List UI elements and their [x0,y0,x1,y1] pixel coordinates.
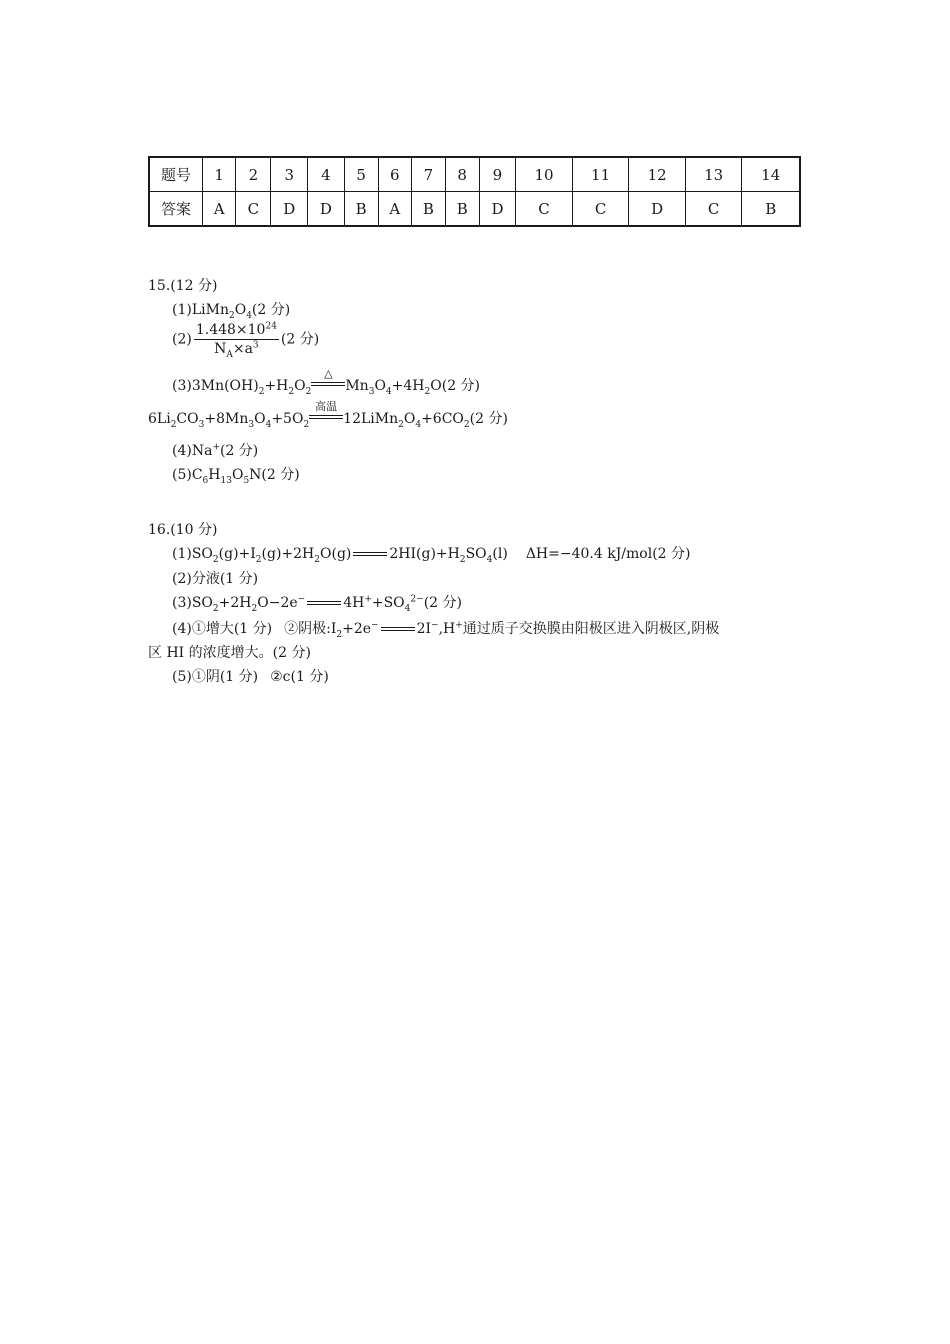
text: +5O [271,411,304,427]
text: (1)LiMn [172,302,229,318]
question-number-cell: 11 [572,157,629,192]
equals-bar [309,415,343,419]
superscript: − [297,594,306,605]
q15-answer-3b [148,400,508,430]
text: (g)+I [218,546,256,562]
text: O [374,378,386,394]
text: O [403,411,416,427]
subscript: 2 [258,386,265,397]
text: ,H [438,621,456,637]
question-number-cell: 12 [629,157,686,192]
text: (3)SO [172,595,213,611]
subscript: 6 [202,475,209,486]
subscript: 3 [198,419,205,430]
text: +H [264,378,289,394]
subscript: A [226,349,233,360]
text: (5)C [172,467,203,483]
question-number-cell: 8 [445,157,479,192]
text: O [254,411,266,427]
subscript: 4 [246,310,252,321]
text: (5)①阴(1 分) [172,669,259,685]
subscript: 2 [255,554,262,565]
subscript: 2 [212,554,219,565]
text: H [208,467,221,483]
answer-cell: D [629,192,686,227]
reaction-condition [309,400,343,423]
text: O [231,467,244,483]
fraction [194,321,279,360]
q16-answer-4 [172,618,719,638]
answer-cell: B [445,192,479,227]
answer-cell: D [479,192,516,227]
answer-row [149,192,800,227]
subscript: 4 [415,419,422,430]
text: (2 分) [423,595,462,611]
answer-cell: A [203,192,236,227]
subscript: 2 [228,310,235,321]
subscript: 13 [220,475,232,486]
question-number-cell: 1 [203,157,236,192]
question-number-label: 题号 [149,157,203,192]
answer-cell: B [411,192,445,227]
subscript: 2 [288,386,295,397]
subscript: 2 [303,419,310,430]
q16-answer-5 [172,666,329,686]
text: 4H [343,595,365,611]
text: (4)Na [172,443,213,459]
text: CO [176,411,199,427]
equals-bar [307,601,341,605]
subscript: 2 [398,419,404,430]
text: (3)3Mn(OH) [172,378,259,394]
equals-bar [381,627,415,631]
text: 通过质子交换膜由阳极区进入阴极区,阴极 [462,621,720,637]
superscript: + [455,620,463,631]
q16-answer-3 [172,592,462,612]
q16-answer-1 [172,543,691,563]
subscript: 2 [305,386,312,397]
text: +2e [342,621,372,637]
q16-title: 16.(10 分) [148,522,218,538]
superscript: + [212,442,220,453]
heat-symbol: △ [324,367,333,380]
text: (1)SO [172,546,213,562]
text: (l) [492,546,508,562]
subscript: 4 [486,554,493,565]
text: (4)①增大(1 分) [172,621,273,637]
superscript: 24 [265,321,277,332]
text: 1.448×10 [195,322,266,338]
superscript: − [431,620,439,631]
answer-cell: C [236,192,271,227]
q15-answer-1 [172,299,290,319]
condition-text: 高温 [315,400,338,413]
text: 12LiMn [343,411,399,427]
question-number-cell: 6 [378,157,411,192]
text: +4H [391,378,425,394]
text: +SO [371,595,405,611]
superscript: + [364,594,372,605]
answer-cell: D [271,192,308,227]
text: O(g) [320,546,352,562]
superscript: − [371,620,379,631]
text: 2HI(g)+H [389,546,460,562]
question-number-cell: 2 [236,157,271,192]
text: (2 分) [251,302,291,318]
subscript: 4 [385,386,392,397]
answer-cell: C [516,192,573,227]
q16-answer-4-cont: 区 HI 的浓度增大。(2 分) [148,645,311,661]
text: O−2e [257,595,298,611]
text: 2I [416,621,432,637]
subscript: 5 [243,475,250,486]
denominator [194,340,279,360]
answer-cell: C [685,192,742,227]
q15-title: 15.(12 分) [148,278,218,294]
text: 6Li [148,411,171,427]
question-number-cell: 3 [271,157,308,192]
subscript: 2 [251,603,258,614]
answer-table [148,156,801,227]
text: (2) [172,331,192,348]
answer-cell: B [742,192,800,227]
text: O [234,302,247,318]
superscript: 3 [252,340,259,351]
q15-answer-5 [172,464,300,484]
subscript: 4 [265,419,272,430]
text: N [214,341,227,357]
text: ②c(1 分) [270,669,329,685]
answer-label: 答案 [149,192,203,227]
question-number-cell: 14 [742,157,800,192]
answer-cell: C [572,192,629,227]
reaction-condition [311,367,345,390]
question-number-cell: 13 [685,157,742,192]
answer-cell: B [344,192,378,227]
numerator [194,322,279,340]
superscript: 2− [410,594,424,605]
subscript: 2 [424,386,431,397]
question-number-cell: 4 [308,157,345,192]
text: O(2 分) [430,378,481,394]
question-number-cell: 9 [479,157,516,192]
subscript: 4 [404,603,411,614]
text: N(2 分) [249,467,300,483]
text: Mn [345,378,369,394]
text: (g)+2H [261,546,315,562]
question-number-cell: 5 [344,157,378,192]
subscript: 2 [336,629,343,640]
subscript: 3 [248,419,255,430]
q15-answer-3a [172,367,481,397]
text: ②阴极:I [284,621,337,637]
q15-answer-4 [172,440,258,460]
question-number-row [149,157,800,192]
text: (2 分) [280,331,320,348]
subscript: 2 [314,554,320,565]
text: (2 分) [469,411,508,427]
subscript: 2 [212,603,219,614]
text: +2H [218,595,252,611]
q15-answer-2 [172,321,320,360]
q16-answer-2: (2)分液(1 分) [172,571,259,587]
text: ×a [232,341,253,357]
subscript: 2 [170,419,177,430]
text: +6CO [421,411,464,427]
equals-bar [353,552,387,556]
text: (2 分) [219,443,259,459]
text: SO [465,546,487,562]
equals-bar [311,382,345,386]
question-number-cell: 10 [516,157,573,192]
answer-cell: A [378,192,411,227]
subscript: 2 [459,554,466,565]
subscript: 2 [463,419,470,430]
text: +8Mn [204,411,249,427]
subscript: 3 [368,386,375,397]
text: O [294,378,306,394]
question-number-cell: 7 [411,157,445,192]
answer-cell: D [308,192,345,227]
enthalpy-text: ΔH=−40.4 kJ/mol(2 分) [525,546,691,562]
